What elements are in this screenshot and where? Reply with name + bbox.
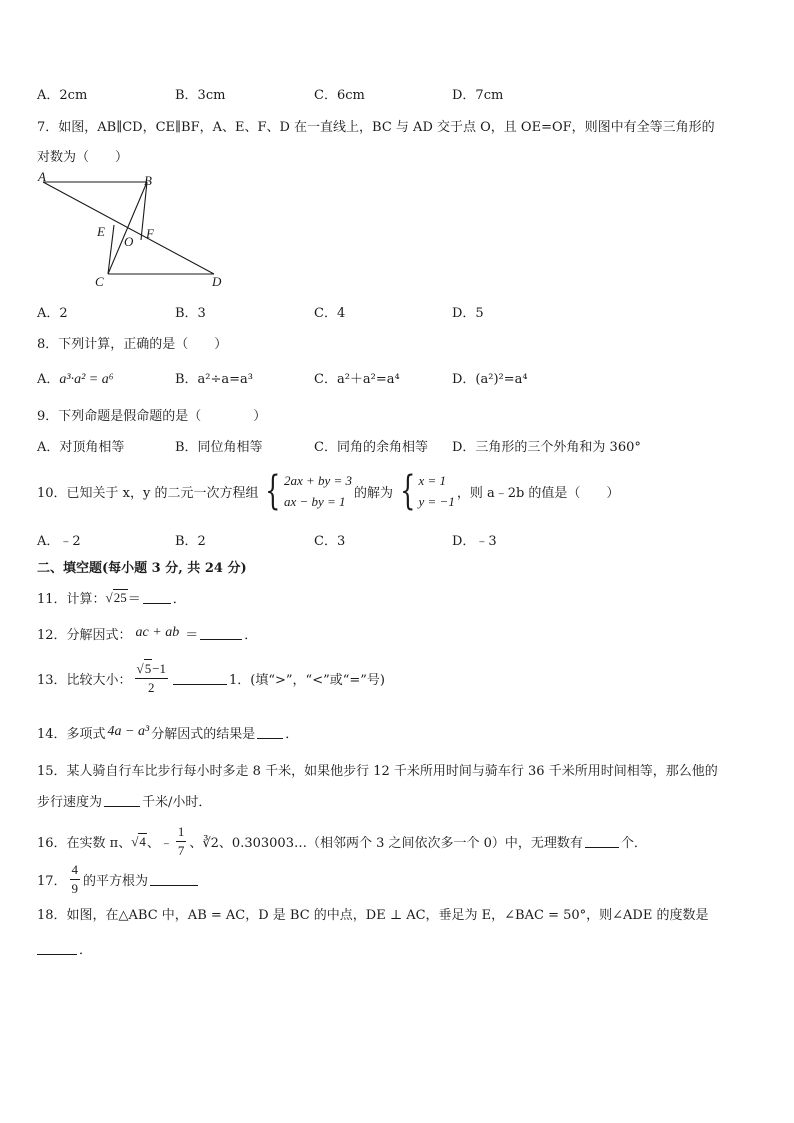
q7-option-b: B．3 xyxy=(175,306,206,321)
q18-line1: 18．如图，在△ABC 中，AB = AC，D 是 BC 的中点，DE ⊥ AC，垂足为 E，∠BAC = 50°，则∠ADE 的度数是 xyxy=(37,908,709,923)
left-brace-icon: { xyxy=(400,468,416,514)
q15-answer-blank[interactable] xyxy=(104,794,140,807)
q11-prefix: 11．计算： xyxy=(37,591,106,607)
q13-stem xyxy=(37,656,385,700)
q9-option-a: A．对顶角相等 xyxy=(37,440,125,455)
q7-option-d: D．5 xyxy=(452,306,484,321)
q10-stem xyxy=(37,466,619,516)
q12-prefix: 12．分解因式： xyxy=(37,627,132,643)
q16-fraction xyxy=(176,823,187,860)
q10-equation-system xyxy=(260,470,352,512)
point-e-label: E xyxy=(97,224,105,239)
q15-line2 xyxy=(37,790,211,810)
q16-mid2: 、∛2、0.303003…（相邻两个 3 之间依次多一个 0）中，无理数有 xyxy=(189,835,583,851)
q16-mid1: 、﹣ xyxy=(146,835,173,851)
q10-sol1: x = 1 xyxy=(418,473,447,488)
q17-answer-blank[interactable] xyxy=(150,873,198,886)
q11-sqrt xyxy=(106,589,128,606)
q12-expr: ac + ab xyxy=(135,625,180,640)
q13-fraction xyxy=(135,659,168,697)
q17-frac-den: 9 xyxy=(71,880,79,896)
q17-fraction xyxy=(70,861,81,898)
segment-ad xyxy=(43,182,214,274)
q15-line2-suffix: 千米/小时． xyxy=(142,794,212,810)
q8-option-a xyxy=(37,368,114,388)
q7-option-c: C．4 xyxy=(314,306,346,321)
q8-stem: 8．下列计算，正确的是（ ） xyxy=(37,337,228,352)
q11-answer-blank[interactable] xyxy=(143,591,171,604)
q10-suffix: ，则 a﹣2b 的值是（ ） xyxy=(456,485,620,501)
q10-prefix: 10．已知关于 x，y 的二元一次方程组 xyxy=(37,485,259,501)
q17-stem xyxy=(37,859,200,899)
q14-expr: 4a − a³ xyxy=(107,724,150,739)
q12-suffix: ． xyxy=(244,627,258,643)
q10-option-b: B．2 xyxy=(175,534,206,549)
q7-option-a: A．2 xyxy=(37,306,68,321)
q11-stem xyxy=(37,584,186,610)
q18-answer-blank[interactable] xyxy=(37,942,77,955)
q13-num-rest: −1 xyxy=(152,661,167,676)
q9-stem: 9．下列命题是假命题的是（ ） xyxy=(37,409,267,424)
point-o-label: O xyxy=(124,234,134,249)
q9-option-b: B．同位角相等 xyxy=(175,440,263,455)
q10-option-a: A．﹣2 xyxy=(37,534,81,549)
q11-eq: ＝ xyxy=(127,591,141,607)
q8-option-a-label: A． xyxy=(37,372,60,387)
q16-prefix: 16．在实数 π、 xyxy=(37,835,132,851)
q16-frac-den: 7 xyxy=(177,842,185,858)
q8-option-c: C．a²＋a²=a⁴ xyxy=(314,372,400,387)
q9-option-c: C．同角的余角相等 xyxy=(314,440,428,455)
q16-sqrt4 xyxy=(131,833,147,850)
q10-option-c: C．3 xyxy=(314,534,346,549)
q11-radicand: 25 xyxy=(113,589,127,605)
q15-line1: 15．某人骑自行车比步行每小时多走 8 千米，如果他步行 12 千米所用时间与骑车行 36 千米所用时间相等，那么他的 xyxy=(37,764,718,779)
q7-stem-line2: 对数为（ ） xyxy=(37,150,129,165)
point-c-label: C xyxy=(95,274,104,289)
q10-eq2: ax − by = 1 xyxy=(283,494,346,509)
q16-stem xyxy=(37,820,647,862)
q6-option-a: A．2cm xyxy=(37,88,88,103)
point-a-label: A xyxy=(38,170,46,184)
point-b-label: B xyxy=(144,173,152,188)
radical-sign-icon: √ xyxy=(131,833,139,849)
q7-stem-line1: 7．如图，AB∥CD，CE∥BF，A、E、F、D 在一直线上，BC 与 AD 交于点 O，且 OE=OF，则图中有全等三角形的 xyxy=(37,120,715,135)
q6-option-c: C．6cm xyxy=(314,88,365,103)
q17-frac-num: 4 xyxy=(70,861,81,880)
q6-option-b: B．3cm xyxy=(175,88,226,103)
q11-suffix: ． xyxy=(172,591,186,607)
q8-option-b: B．a²÷a=a³ xyxy=(175,372,254,387)
point-f-label: F xyxy=(146,226,154,241)
q12-stem xyxy=(37,622,257,644)
q18-line2 xyxy=(37,938,92,958)
q10-middle: 的解为 xyxy=(354,485,394,501)
section-2-heading: 二、填空题(每小题 3 分, 共 24 分) xyxy=(37,561,247,576)
q8-option-d: D．(a²)²=a⁴ xyxy=(452,372,528,387)
q12-answer-blank[interactable] xyxy=(200,627,242,640)
q14-prefix: 14．多项式 xyxy=(37,726,106,742)
q13-radicand: 5 xyxy=(144,661,152,676)
q16-answer-blank[interactable] xyxy=(585,835,619,848)
radical-sign-icon: √ xyxy=(105,589,113,605)
left-brace-icon: { xyxy=(265,468,281,514)
q14-end: ． xyxy=(285,726,299,742)
q16-frac-num: 1 xyxy=(176,823,187,842)
q6-option-d: D．7cm xyxy=(452,88,504,103)
radical-sign-icon: √ xyxy=(136,661,144,676)
q17-suffix: 的平方根为 xyxy=(83,873,149,889)
q14-suffix: 分解因式的结果是 xyxy=(151,726,256,742)
q8-option-a-math: a³·a² = a⁶ xyxy=(59,372,114,387)
q14-stem xyxy=(37,721,298,743)
q15-line2-prefix: 步行速度为 xyxy=(37,794,103,810)
q13-prefix: 13．比较大小： xyxy=(37,672,132,688)
q13-den: 2 xyxy=(148,680,155,695)
q12-eq: ＝ xyxy=(185,627,199,643)
q13-answer-blank[interactable] xyxy=(173,672,227,685)
q7-figure xyxy=(30,170,240,292)
q16-sqrt4-radicand: 4 xyxy=(139,833,146,849)
q10-solution-system xyxy=(395,470,455,512)
q13-after: 1．(填“>”，“<”或“=”号) xyxy=(229,672,385,688)
q10-option-d: D．﹣3 xyxy=(452,534,497,549)
q16-suffix: 个． xyxy=(620,835,647,851)
q10-eq1: 2ax + by = 3 xyxy=(283,473,353,488)
q10-sol2: y = −1 xyxy=(418,494,455,509)
q17-prefix: 17． xyxy=(37,873,67,889)
point-d-label: D xyxy=(212,274,222,289)
q14-answer-blank[interactable] xyxy=(257,726,283,739)
q9-option-d: D．三角形的三个外角和为 360° xyxy=(452,440,641,455)
q18-line2-suffix: ． xyxy=(79,942,93,958)
